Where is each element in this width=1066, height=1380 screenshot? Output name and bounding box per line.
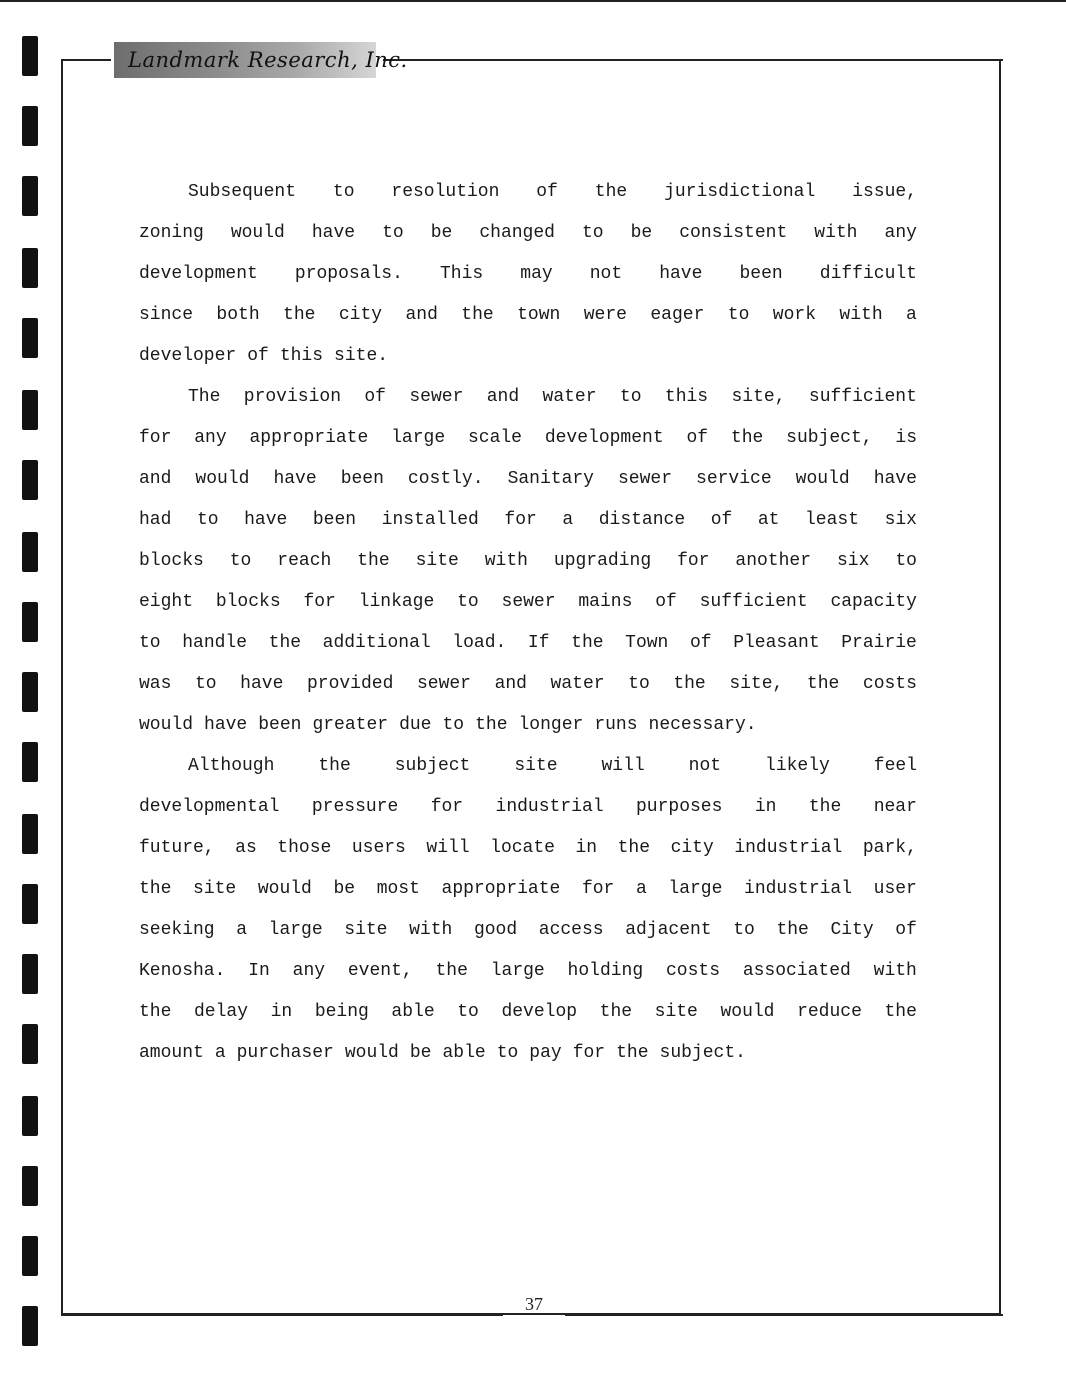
binder-hole xyxy=(22,884,38,924)
text-line: Although the subject site will not likely feel xyxy=(188,756,917,776)
binder-holes xyxy=(0,0,50,1380)
text-line: developmental pressure for industrial purposes in the near xyxy=(139,797,917,817)
binder-hole xyxy=(22,532,38,572)
binder-hole xyxy=(22,742,38,782)
text-line: development proposals. This may not have been difficult xyxy=(139,264,917,284)
text-line: Subsequent to resolution of the jurisdictional issue, xyxy=(188,182,917,202)
text-line: had to have been installed for a distance of at least six xyxy=(139,510,917,530)
footer-rule-left xyxy=(61,1314,503,1316)
text-line: would have been greater due to the longer runs necessary. xyxy=(139,715,757,735)
text-line: was to have provided sewer and water to the site, the costs xyxy=(139,674,917,694)
document-body xyxy=(139,172,917,1074)
logo-text: Landmark Research, Inc. xyxy=(128,48,408,72)
binder-hole xyxy=(22,248,38,288)
binder-hole xyxy=(22,318,38,358)
text-line: blocks to reach the site with upgrading for another six to xyxy=(139,551,917,571)
binder-hole xyxy=(22,602,38,642)
binder-hole xyxy=(22,1236,38,1276)
page-number: 37 xyxy=(525,1294,543,1314)
text-line: and would have been costly. Sanitary sewer service would have xyxy=(139,469,917,489)
binder-hole xyxy=(22,1166,38,1206)
paragraph xyxy=(139,377,917,746)
company-logo xyxy=(114,42,408,78)
binder-hole xyxy=(22,1024,38,1064)
footer-rule-right xyxy=(565,1314,1003,1316)
text-line: eight blocks for linkage to sewer mains of sufficient capacity xyxy=(139,592,917,612)
top-edge-rule xyxy=(0,0,1066,2)
binder-hole xyxy=(22,390,38,430)
text-line: zoning would have to be changed to be consistent with any xyxy=(139,223,917,243)
text-line: amount a purchaser would be able to pay for the subject. xyxy=(139,1043,746,1063)
binder-hole xyxy=(22,1096,38,1136)
text-line: seeking a large site with good access adjacent to the City of xyxy=(139,920,917,940)
binder-hole xyxy=(22,460,38,500)
frame-top-rule-left xyxy=(61,59,111,61)
binder-hole xyxy=(22,954,38,994)
text-line: future, as those users will locate in the city industrial park, xyxy=(139,838,917,858)
binder-hole xyxy=(22,106,38,146)
text-line: The provision of sewer and water to this site, sufficient xyxy=(188,387,917,407)
frame-top-rule-right xyxy=(383,59,1003,61)
text-line: the site would be most appropriate for a large industrial user xyxy=(139,879,917,899)
paragraph xyxy=(139,746,917,1074)
binder-hole xyxy=(22,176,38,216)
text-line: since both the city and the town were eager to work with a xyxy=(139,305,917,325)
binder-hole xyxy=(22,36,38,76)
text-line: the delay in being able to develop the site would reduce the xyxy=(139,1002,917,1022)
binder-hole xyxy=(22,672,38,712)
binder-hole xyxy=(22,1306,38,1346)
text-line: developer of this site. xyxy=(139,346,389,366)
text-line: to handle the additional load. If the Town of Pleasant Prairie xyxy=(139,633,917,653)
text-line: for any appropriate large scale development of the subject, is xyxy=(139,428,917,448)
paragraph xyxy=(139,172,917,377)
binder-hole xyxy=(22,814,38,854)
text-line: Kenosha. In any event, the large holding costs associated with xyxy=(139,961,917,981)
